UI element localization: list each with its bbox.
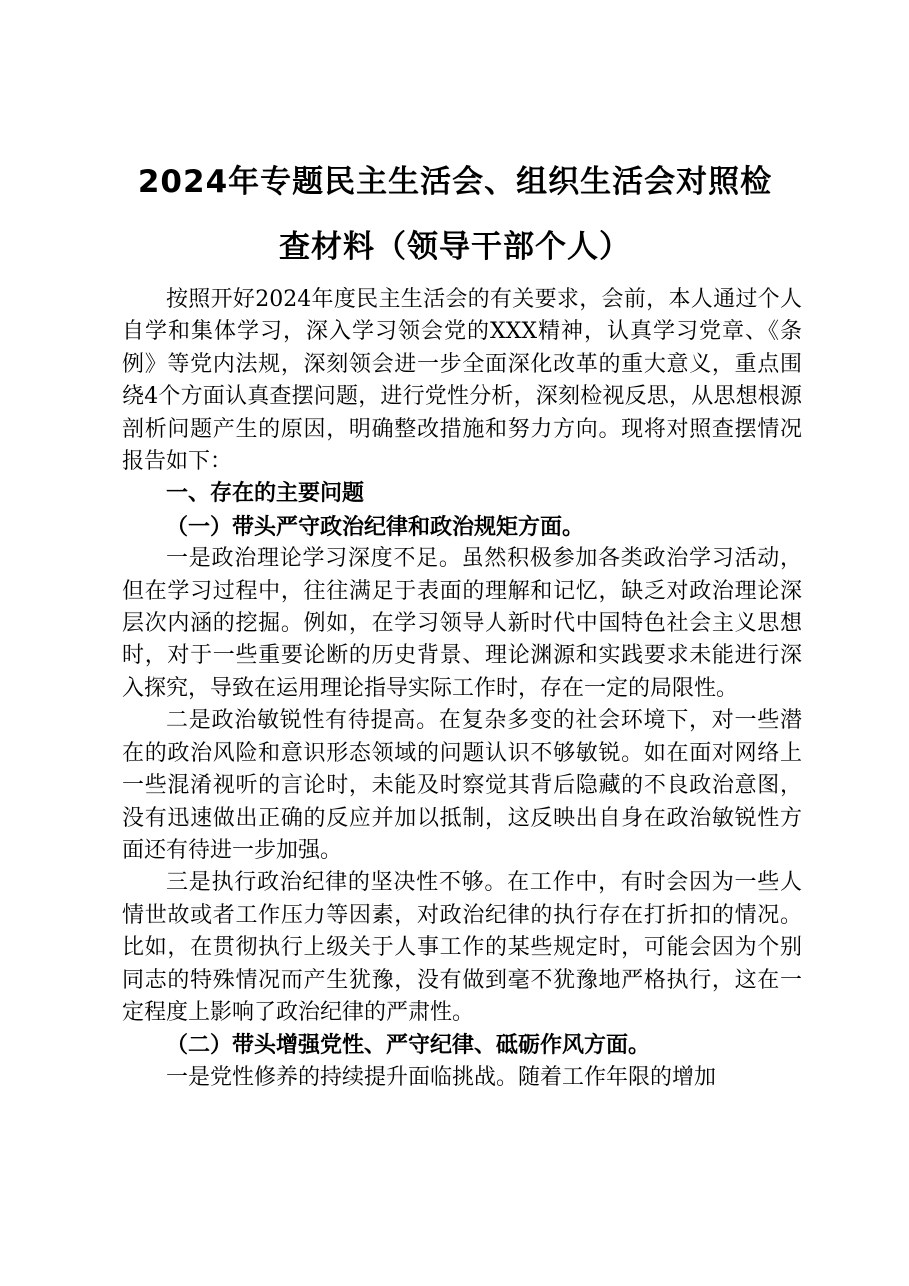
paragraph-1: 一是政治理论学习深度不足。虽然积极参加各类政治学习活动，但在学习过程中，往往满足于表面的理解和记忆，缺乏对政治理论深层次内涵的挖掘。例如，在学习领导人新时代中国特色社会主义思想时，对于一些重要论断的历史背景、理论渊源和实践要求未能进行深入探究，导致在运用理论指导实际工作时，存在一定的局限性。 <box>122 546 802 701</box>
document-body <box>122 284 802 1094</box>
paragraph-4: 一是党性修养的持续提升面临挑战。随着工作年限的增加 <box>166 1064 717 1090</box>
section-heading-1: 一、存在的主要问题 <box>166 481 365 507</box>
intro-paragraph: 按照开好2024年度民主生活会的有关要求，会前，本人通过个人自学和集体学习，深入学习领会党的XXX精神，认真学习党章、《条例》等党内法规，深刻领会进一步全面深化改革的重大意义，重点围绕4个方面认真查摆问题，进行党性分析，深刻检视反思，从思想根源剖析问题产生的原因，明确整改措施和努力方向。现将对照查摆情况报告如下： <box>122 287 802 475</box>
subsection-heading-1: （一）带头严守政治纪律和政治规矩方面。 <box>166 513 585 540</box>
document-title-line-2: 查材料（领导干部个人） <box>279 229 631 265</box>
paragraph-3: 三是执行政治纪律的坚决性不够。在工作中，有时会因为一些人情世故或者工作压力等因素，对政治纪律的执行存在打折扣的情况。比如，在贯彻执行上级关于人事工作的某些规定时，可能会因为个别同志的特殊情况而产生犹豫，没有做到毫不犹豫地严格执行，这在一定程度上影响了政治纪律的严肃性。 <box>122 870 802 1025</box>
subsection-heading-2: （二）带头增强党性、严守纪律、砥砺作风方面。 <box>166 1032 651 1059</box>
paragraph-2: 二是政治敏锐性有待提高。在复杂多变的社会环境下，对一些潜在的政治风险和意识形态领域的问题认识不够敏锐。如在面对网络上一些混淆视听的言论时，未能及时察觉其背后隐藏的不良政治意图，没有迅速做出正确的反应并加以抵制，这反映出自身在政治敏锐性方面还有待进一步加强。 <box>122 708 802 863</box>
document-title-line-1: 2024年专题民主生活会、组织生活会对照检 <box>137 164 773 200</box>
